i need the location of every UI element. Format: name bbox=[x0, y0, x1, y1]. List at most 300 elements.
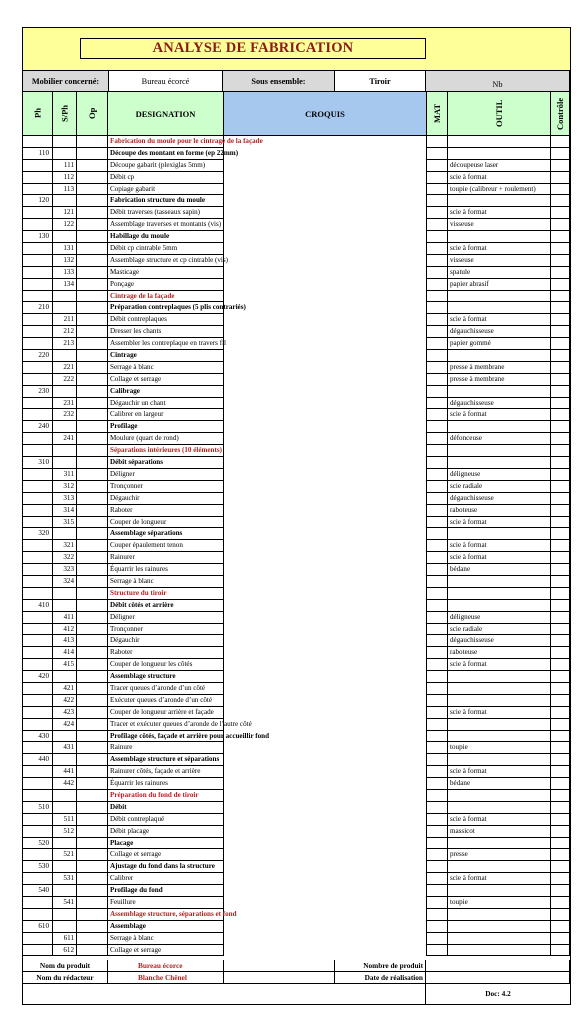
cell-designation-text: Calibrer bbox=[110, 874, 134, 883]
cell-designation bbox=[108, 707, 224, 719]
cell-sph bbox=[53, 933, 77, 945]
cell-mat bbox=[427, 445, 448, 457]
cell-ph bbox=[23, 398, 53, 410]
table-row bbox=[23, 374, 570, 386]
table-row bbox=[23, 897, 570, 909]
cell-controle bbox=[551, 909, 570, 921]
cell-designation-text: Débit traverses (tasseaux sapin) bbox=[110, 208, 201, 217]
cell-designation-text: Assembler les contreplaque en travers fil bbox=[110, 339, 227, 348]
cell-croquis bbox=[224, 719, 427, 731]
cell-op bbox=[77, 814, 108, 826]
cell-sph-text: 531 bbox=[63, 874, 74, 883]
cell-mat bbox=[427, 433, 448, 445]
cell-croquis bbox=[224, 885, 427, 897]
date-label: Date de réalisation bbox=[335, 972, 426, 984]
cell-sph bbox=[53, 195, 77, 207]
cell-outil-text: dégauchisseuse bbox=[450, 493, 494, 502]
cell-op bbox=[77, 528, 108, 540]
header-op-text: Op bbox=[87, 107, 97, 120]
cell-ph-text: 110 bbox=[38, 148, 49, 157]
cell-controle bbox=[551, 469, 570, 481]
cell-mat bbox=[427, 231, 448, 243]
cell-mat bbox=[427, 921, 448, 933]
cell-outil bbox=[448, 517, 551, 529]
cell-op bbox=[77, 362, 108, 374]
cell-sph-text: 321 bbox=[63, 541, 74, 550]
cell-designation-text: Ponçage bbox=[110, 279, 135, 288]
cell-ph bbox=[23, 766, 53, 778]
cell-designation bbox=[108, 861, 224, 873]
cell-ph bbox=[23, 195, 53, 207]
table-row bbox=[23, 409, 570, 421]
table-row bbox=[23, 612, 570, 624]
cell-designation-text: Tracer et exécuter queues d’aronde de l’autre côté bbox=[110, 719, 252, 728]
cell-sph bbox=[53, 326, 77, 338]
cell-sph-text: 111 bbox=[63, 160, 74, 169]
cell-mat bbox=[427, 350, 448, 362]
cell-op bbox=[77, 195, 108, 207]
table-row bbox=[23, 659, 570, 671]
cell-mat bbox=[427, 326, 448, 338]
cell-croquis bbox=[224, 184, 427, 196]
cell-controle bbox=[551, 707, 570, 719]
cell-outil bbox=[448, 790, 551, 802]
footer-blank-2 bbox=[224, 972, 335, 984]
cell-mat bbox=[427, 933, 448, 945]
cell-croquis bbox=[224, 707, 427, 719]
cell-outil bbox=[448, 184, 551, 196]
cell-mat bbox=[427, 683, 448, 695]
cell-outil bbox=[448, 707, 551, 719]
cell-designation bbox=[108, 350, 224, 362]
cell-op bbox=[77, 267, 108, 279]
mobilier-label: Mobilier concerné: bbox=[23, 71, 109, 92]
cell-sph-text: 313 bbox=[63, 493, 74, 502]
cell-croquis bbox=[224, 778, 427, 790]
cell-designation-text: Dégauchir bbox=[110, 636, 140, 645]
cell-croquis bbox=[224, 564, 427, 576]
cell-ph bbox=[23, 612, 53, 624]
cell-outil bbox=[448, 457, 551, 469]
cell-op bbox=[77, 564, 108, 576]
cell-croquis bbox=[224, 647, 427, 659]
cell-op bbox=[77, 374, 108, 386]
cell-mat bbox=[427, 897, 448, 909]
cell-outil bbox=[448, 814, 551, 826]
cell-mat bbox=[427, 945, 448, 957]
table-row bbox=[23, 754, 570, 766]
cell-ph bbox=[23, 921, 53, 933]
cell-outil bbox=[448, 326, 551, 338]
cell-op bbox=[77, 219, 108, 231]
cell-designation-text: Rainurer côtés, façade et arrière bbox=[110, 767, 201, 776]
cell-sph bbox=[53, 885, 77, 897]
nombre-produit-label: Nombre de produit bbox=[335, 960, 426, 972]
table-row bbox=[23, 362, 570, 374]
cell-controle bbox=[551, 517, 570, 529]
cell-designation-text: Rainurer bbox=[110, 553, 135, 562]
cell-ph bbox=[23, 600, 53, 612]
cell-op bbox=[77, 742, 108, 754]
cell-outil bbox=[448, 279, 551, 291]
cell-sph-text: 213 bbox=[63, 339, 74, 348]
cell-croquis bbox=[224, 671, 427, 683]
cell-op bbox=[77, 588, 108, 600]
cell-croquis bbox=[224, 195, 427, 207]
header-croquis bbox=[224, 92, 427, 136]
cell-ph bbox=[23, 267, 53, 279]
cell-croquis bbox=[224, 742, 427, 754]
cell-sph bbox=[53, 445, 77, 457]
cell-controle bbox=[551, 826, 570, 838]
header-mat-text: MAT bbox=[432, 103, 442, 124]
cell-mat bbox=[427, 302, 448, 314]
cell-designation-text: Assemblage structure, séparations et fond bbox=[110, 909, 237, 918]
table-row bbox=[23, 576, 570, 588]
cell-op bbox=[77, 136, 108, 148]
cell-croquis bbox=[224, 933, 427, 945]
cell-outil-text: visseuse bbox=[450, 255, 474, 264]
cell-outil bbox=[448, 469, 551, 481]
cell-mat bbox=[427, 540, 448, 552]
cell-designation bbox=[108, 160, 224, 172]
cell-outil-text: déligneuse bbox=[450, 612, 481, 621]
cell-op bbox=[77, 421, 108, 433]
table-row bbox=[23, 350, 570, 362]
cell-op bbox=[77, 873, 108, 885]
cell-outil bbox=[448, 588, 551, 600]
cell-outil bbox=[448, 945, 551, 957]
cell-sph bbox=[53, 517, 77, 529]
cell-designation bbox=[108, 576, 224, 588]
header-op bbox=[77, 92, 108, 136]
cell-op bbox=[77, 778, 108, 790]
cell-mat bbox=[427, 635, 448, 647]
table-row bbox=[23, 469, 570, 481]
cell-designation-text: Débit contreplaqué bbox=[110, 814, 165, 823]
table-row bbox=[23, 267, 570, 279]
cell-controle bbox=[551, 326, 570, 338]
cell-controle bbox=[551, 457, 570, 469]
cell-designation bbox=[108, 243, 224, 255]
cell-sph-text: 611 bbox=[63, 933, 74, 942]
cell-outil-text: scie à format bbox=[450, 707, 487, 716]
table-row bbox=[23, 707, 570, 719]
table-row bbox=[23, 695, 570, 707]
cell-sph-text: 414 bbox=[63, 648, 74, 657]
cell-sph-text: 421 bbox=[63, 683, 74, 692]
cell-designation-text: Couper de longueur bbox=[110, 517, 167, 526]
cell-mat bbox=[427, 814, 448, 826]
cell-mat bbox=[427, 243, 448, 255]
cell-sph bbox=[53, 754, 77, 766]
nom-redacteur-label: Nom du rédacteur bbox=[23, 972, 108, 984]
cell-sph bbox=[53, 338, 77, 350]
table-row bbox=[23, 945, 570, 957]
cell-croquis bbox=[224, 160, 427, 172]
cell-designation-text: Feuillure bbox=[110, 898, 136, 906]
cell-op bbox=[77, 707, 108, 719]
table-row bbox=[23, 160, 570, 172]
footer-blank-1 bbox=[224, 960, 335, 972]
cell-sph-text: 134 bbox=[63, 279, 74, 288]
header-sph-text: S/Ph bbox=[59, 105, 70, 123]
table-row bbox=[23, 814, 570, 826]
cell-outil bbox=[448, 445, 551, 457]
header-controle bbox=[551, 92, 570, 136]
cell-mat bbox=[427, 136, 448, 148]
cell-designation-text: Débit placage bbox=[110, 826, 150, 835]
date-value bbox=[426, 972, 570, 984]
cell-designation-text: Profilage bbox=[110, 422, 138, 431]
cell-designation-text: Assemblage bbox=[110, 921, 146, 930]
cell-op bbox=[77, 600, 108, 612]
cell-sph-text: 415 bbox=[63, 660, 74, 669]
cell-mat bbox=[427, 647, 448, 659]
cell-op bbox=[77, 481, 108, 493]
cell-outil-text: déligneuse bbox=[450, 469, 481, 478]
cell-op bbox=[77, 386, 108, 398]
cell-sph bbox=[53, 647, 77, 659]
cell-outil bbox=[448, 493, 551, 505]
cell-designation bbox=[108, 766, 224, 778]
table-row bbox=[23, 588, 570, 600]
cell-mat bbox=[427, 421, 448, 433]
cell-croquis bbox=[224, 398, 427, 410]
cell-ph-text: 610 bbox=[38, 921, 49, 930]
cell-sph bbox=[53, 291, 77, 303]
cell-ph bbox=[23, 517, 53, 529]
table-row bbox=[23, 742, 570, 754]
cell-ph bbox=[23, 136, 53, 148]
cell-designation-text: Débit côtés et arrière bbox=[110, 600, 174, 609]
cell-croquis bbox=[224, 838, 427, 850]
cell-ph bbox=[23, 647, 53, 659]
cell-designation bbox=[108, 386, 224, 398]
cell-controle bbox=[551, 814, 570, 826]
cell-sph bbox=[53, 362, 77, 374]
cell-designation-text: Cintrage bbox=[110, 351, 137, 360]
cell-mat bbox=[427, 766, 448, 778]
cell-outil bbox=[448, 160, 551, 172]
cell-designation bbox=[108, 517, 224, 529]
cell-outil-text: scie à format bbox=[450, 208, 487, 217]
cell-mat bbox=[427, 802, 448, 814]
cell-designation bbox=[108, 207, 224, 219]
cell-designation bbox=[108, 600, 224, 612]
cell-sph-text: 121 bbox=[63, 208, 74, 217]
cell-sph bbox=[53, 374, 77, 386]
table-row bbox=[23, 398, 570, 410]
cell-sph bbox=[53, 576, 77, 588]
cell-outil-text: massicot bbox=[450, 826, 475, 835]
cell-designation-text: Fabrication du moule pour le cintrage de la façade bbox=[110, 137, 263, 145]
cell-mat bbox=[427, 469, 448, 481]
cell-croquis bbox=[224, 207, 427, 219]
cell-designation bbox=[108, 148, 239, 160]
cell-sph bbox=[53, 172, 77, 184]
cell-ph bbox=[23, 469, 53, 481]
cell-sph-text: 411 bbox=[63, 612, 74, 621]
cell-op bbox=[77, 255, 108, 267]
cell-sph bbox=[53, 814, 77, 826]
cell-mat bbox=[427, 790, 448, 802]
table-row bbox=[23, 802, 570, 814]
cell-sph-text: 322 bbox=[63, 553, 74, 562]
cell-croquis bbox=[224, 314, 427, 326]
cell-designation bbox=[108, 588, 224, 600]
cell-ph bbox=[23, 255, 53, 267]
cell-designation-text: Tracer queues d’aronde d’un côté bbox=[110, 683, 206, 692]
cell-sph bbox=[53, 398, 77, 410]
table-row bbox=[23, 314, 570, 326]
cell-outil-text: scie à format bbox=[450, 553, 487, 562]
cell-op bbox=[77, 838, 108, 850]
cell-sph-text: 442 bbox=[63, 779, 74, 788]
cell-mat bbox=[427, 671, 448, 683]
cell-ph-text: 210 bbox=[38, 303, 49, 312]
cell-op bbox=[77, 540, 108, 552]
cell-mat bbox=[427, 314, 448, 326]
cell-outil bbox=[448, 291, 551, 303]
cell-designation bbox=[108, 528, 224, 540]
cell-croquis bbox=[224, 469, 427, 481]
cell-croquis bbox=[224, 802, 427, 814]
cell-designation bbox=[108, 184, 224, 196]
cell-designation-text: Dresser les chants bbox=[110, 327, 162, 336]
cell-op bbox=[77, 350, 108, 362]
cell-mat bbox=[427, 731, 448, 743]
cell-designation bbox=[108, 219, 224, 231]
cell-ph-text: 230 bbox=[38, 386, 49, 395]
cell-designation-text: Calibrage bbox=[110, 386, 140, 395]
cell-designation bbox=[108, 814, 224, 826]
cell-controle bbox=[551, 386, 570, 398]
table-row bbox=[23, 849, 570, 861]
cell-sph bbox=[53, 849, 77, 861]
cell-designation-text: Assemblage séparations bbox=[110, 529, 183, 538]
cell-outil bbox=[448, 719, 551, 731]
cell-mat bbox=[427, 754, 448, 766]
table-row bbox=[23, 790, 570, 802]
cell-designation bbox=[108, 338, 227, 350]
cell-ph bbox=[23, 707, 53, 719]
cell-designation-text: Collage et serrage bbox=[110, 945, 162, 954]
cell-mat bbox=[427, 255, 448, 267]
cell-croquis bbox=[224, 790, 427, 802]
cell-controle bbox=[551, 421, 570, 433]
cell-sph bbox=[53, 861, 77, 873]
cell-outil-text: raboteuse bbox=[450, 648, 478, 657]
cell-croquis bbox=[224, 255, 427, 267]
cell-op bbox=[77, 731, 108, 743]
cell-ph bbox=[23, 873, 53, 885]
cell-mat bbox=[427, 409, 448, 421]
cell-croquis bbox=[224, 897, 427, 909]
table-row bbox=[23, 885, 570, 897]
cell-designation-text: Assemblage structure et cp cintrable (vis) bbox=[110, 255, 228, 264]
cell-designation bbox=[108, 291, 224, 303]
cell-sph bbox=[53, 386, 77, 398]
cell-mat bbox=[427, 267, 448, 279]
cell-designation bbox=[108, 909, 237, 921]
cell-controle bbox=[551, 136, 570, 148]
cell-sph bbox=[53, 624, 77, 636]
cell-sph bbox=[53, 505, 77, 517]
cell-designation-text: Débit cp bbox=[110, 172, 135, 181]
cell-designation bbox=[108, 873, 224, 885]
cell-controle bbox=[551, 540, 570, 552]
cell-designation-text: Équarrir les rainures bbox=[110, 565, 168, 574]
cell-controle bbox=[551, 184, 570, 196]
cell-outil bbox=[448, 267, 551, 279]
cell-ph bbox=[23, 683, 53, 695]
cell-outil bbox=[448, 624, 551, 636]
cell-designation-text: Débit contreplaques bbox=[110, 315, 167, 324]
cell-croquis bbox=[224, 921, 427, 933]
cell-outil bbox=[448, 136, 551, 148]
cell-croquis bbox=[224, 148, 427, 160]
cell-ph bbox=[23, 386, 53, 398]
cell-sph bbox=[53, 302, 77, 314]
cell-op bbox=[77, 754, 108, 766]
cell-designation bbox=[108, 695, 224, 707]
cell-sph-text: 212 bbox=[63, 327, 74, 336]
cell-croquis bbox=[224, 814, 427, 826]
table-row bbox=[23, 445, 570, 457]
cell-op bbox=[77, 719, 108, 731]
cell-ph bbox=[23, 719, 53, 731]
cell-sph-text: 315 bbox=[63, 517, 74, 526]
cell-croquis bbox=[224, 433, 427, 445]
cell-designation-text: Profilage du fond bbox=[110, 886, 163, 895]
cell-outil bbox=[448, 207, 551, 219]
cell-op bbox=[77, 326, 108, 338]
table-row bbox=[23, 552, 570, 564]
cell-outil bbox=[448, 302, 551, 314]
cell-sph bbox=[53, 493, 77, 505]
table-row bbox=[23, 255, 570, 267]
cell-designation bbox=[108, 195, 224, 207]
header-controle-text: Contrôle bbox=[555, 97, 565, 130]
cell-outil bbox=[448, 219, 551, 231]
cell-outil bbox=[448, 564, 551, 576]
cell-designation bbox=[108, 231, 224, 243]
cell-ph bbox=[23, 659, 53, 671]
cell-op bbox=[77, 612, 108, 624]
cell-croquis bbox=[224, 409, 427, 421]
cell-ph bbox=[23, 374, 53, 386]
cell-ph bbox=[23, 302, 53, 314]
cell-designation-text: Couper de longueur les côtés bbox=[110, 660, 193, 669]
cell-mat bbox=[427, 195, 448, 207]
table-row bbox=[23, 231, 570, 243]
cell-outil bbox=[448, 398, 551, 410]
cell-sph bbox=[53, 219, 77, 231]
cell-ph bbox=[23, 814, 53, 826]
cell-designation-text: Moulure (quart de rond) bbox=[110, 434, 179, 443]
cell-controle bbox=[551, 291, 570, 303]
cell-outil bbox=[448, 695, 551, 707]
cell-outil bbox=[448, 231, 551, 243]
cell-croquis bbox=[224, 421, 427, 433]
cell-sph-text: 431 bbox=[63, 743, 74, 752]
cell-croquis bbox=[224, 683, 427, 695]
cell-designation-text: Exécuter queues d’aronde d’un côté bbox=[110, 695, 213, 704]
cell-designation-text: Assemblage traverses et montants (vis) bbox=[110, 220, 222, 229]
cell-croquis bbox=[224, 873, 427, 885]
cell-mat bbox=[427, 695, 448, 707]
